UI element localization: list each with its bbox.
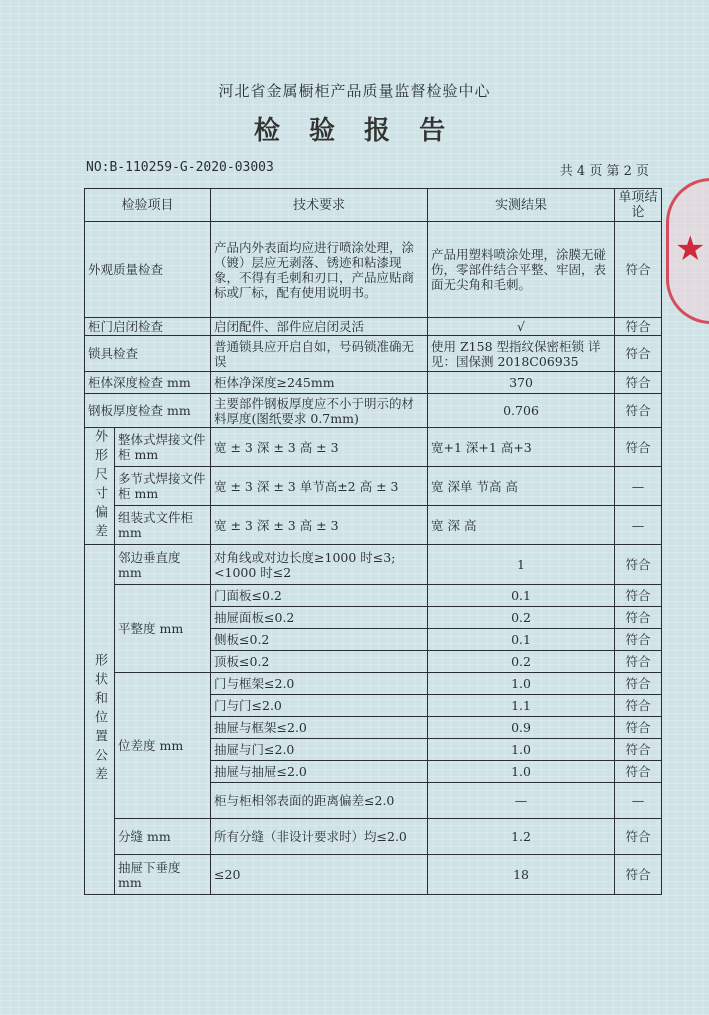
- result-cell: 370: [428, 372, 615, 394]
- col-requirement-header: 技术要求: [211, 189, 428, 222]
- inspection-table: [84, 188, 662, 895]
- item-cell: 位差度 mm: [115, 673, 211, 819]
- result-cell: 1: [428, 545, 615, 585]
- conclusion-cell: 符合: [615, 673, 662, 695]
- result-cell: 1.0: [428, 673, 615, 695]
- page-info: 共 4 页 第 2 页: [559, 164, 649, 179]
- requirement-cell: 宽 ± 3 深 ± 3 高 ± 3: [211, 428, 428, 467]
- table-row: [85, 855, 662, 895]
- requirement-cell: 所有分缝（非设计要求时）均≤2.0: [211, 819, 428, 855]
- item-cell: 分缝 mm: [115, 819, 211, 855]
- item-cell: 柜门启闭检查: [85, 318, 211, 336]
- result-cell: 宽 深单 节高 高: [428, 467, 615, 506]
- requirement-cell: 主要部件钢板厚度应不小于明示的材料厚度(图纸要求 0.7mm): [211, 394, 428, 428]
- requirement-cell: 抽屉与抽屉≤2.0: [211, 761, 428, 783]
- item-cell: 组装式文件柜 mm: [115, 506, 211, 545]
- conclusion-cell: 符合: [615, 372, 662, 394]
- requirement-cell: 抽屉面板≤0.2: [211, 607, 428, 629]
- conclusion-cell: 符合: [615, 222, 662, 318]
- report-title: 检 验 报 告: [253, 116, 456, 146]
- result-cell: 宽 深 高: [428, 506, 615, 545]
- table-row: [85, 318, 662, 336]
- conclusion-cell: 符合: [615, 695, 662, 717]
- item-cell: 柜体深度检查 mm: [85, 372, 211, 394]
- result-cell: —: [428, 783, 615, 819]
- requirement-cell: 顶板≤0.2: [211, 651, 428, 673]
- conclusion-cell: 符合: [615, 761, 662, 783]
- result-cell: 宽+1 深+1 高+3: [428, 428, 615, 467]
- conclusion-cell: —: [615, 783, 662, 819]
- conclusion-cell: 符合: [615, 739, 662, 761]
- table-row: [85, 394, 662, 428]
- item-cell: 外观质量检查: [85, 222, 211, 318]
- table-header-row: [85, 189, 662, 222]
- result-cell: 0.9: [428, 717, 615, 739]
- result-cell: √: [428, 318, 615, 336]
- table-row: [85, 467, 662, 506]
- result-cell: 0.2: [428, 607, 615, 629]
- item-cell: 整体式焊接文件柜 mm: [115, 428, 211, 467]
- requirement-cell: ≤20: [211, 855, 428, 895]
- table-row: [85, 545, 662, 585]
- requirement-cell: 门面板≤0.2: [211, 585, 428, 607]
- report-number: NO:B-110259-G-2020-03003: [86, 160, 274, 175]
- conclusion-cell: 符合: [615, 855, 662, 895]
- requirement-cell: 产品内外表面均应进行喷涂处理，涂（镀）层应无剥落、锈迹和粘漆现象，不得有毛刺和刃口，产品应贴商标或厂标，配有使用说明书。: [211, 222, 428, 318]
- conclusion-cell: 符合: [615, 629, 662, 651]
- table-row: [85, 336, 662, 372]
- col-result-header: 实测结果: [428, 189, 615, 222]
- requirement-cell: 抽屉与框架≤2.0: [211, 717, 428, 739]
- result-cell: 0.1: [428, 629, 615, 651]
- result-cell: 0.1: [428, 585, 615, 607]
- conclusion-cell: 符合: [615, 318, 662, 336]
- item-cell: 钢板厚度检查 mm: [85, 394, 211, 428]
- conclusion-cell: 符合: [615, 585, 662, 607]
- requirement-cell: 宽 ± 3 深 ± 3 高 ± 3: [211, 506, 428, 545]
- result-cell: 使用 Z158 型指纹保密柜锁 详见：国保测 2018C06935: [428, 336, 615, 372]
- requirement-cell: 普通锁具应开启自如，号码锁准确无误: [211, 336, 428, 372]
- table-row: [85, 222, 662, 318]
- conclusion-cell: —: [615, 467, 662, 506]
- table-row: [85, 673, 662, 695]
- result-cell: 18: [428, 855, 615, 895]
- requirement-cell: 抽屉与门≤2.0: [211, 739, 428, 761]
- requirement-cell: 宽 ± 3 深 ± 3 单节高±2 高 ± 3: [211, 467, 428, 506]
- conclusion-cell: 符合: [615, 428, 662, 467]
- requirement-cell: 侧板≤0.2: [211, 629, 428, 651]
- requirement-cell: 对角线或对边长度≥1000 时≤3;<1000 时≤2: [211, 545, 428, 585]
- requirement-cell: 启闭配件、部件应启闭灵活: [211, 318, 428, 336]
- col-item-header: 检验项目: [85, 189, 211, 222]
- conclusion-cell: 符合: [615, 394, 662, 428]
- result-cell: 1.0: [428, 739, 615, 761]
- requirement-cell: 柜与柜相邻表面的距离偏差≤2.0: [211, 783, 428, 819]
- table-row: [85, 585, 662, 607]
- conclusion-cell: 符合: [615, 717, 662, 739]
- result-cell: 1.0: [428, 761, 615, 783]
- table-row: [85, 506, 662, 545]
- conclusion-cell: —: [615, 506, 662, 545]
- result-cell: 1.2: [428, 819, 615, 855]
- table-row: [85, 819, 662, 855]
- result-cell: 0.2: [428, 651, 615, 673]
- conclusion-cell: 符合: [615, 651, 662, 673]
- cma-stamp: [666, 178, 709, 324]
- result-cell: 1.1: [428, 695, 615, 717]
- item-cell: 抽屉下垂度 mm: [115, 855, 211, 895]
- item-cell: 锁具检查: [85, 336, 211, 372]
- item-cell: 多节式焊接文件柜 mm: [115, 467, 211, 506]
- col-conclusion-header: 单项结论: [615, 189, 662, 222]
- group-label-shape: 形状和位置公差: [85, 545, 115, 895]
- conclusion-cell: 符合: [615, 545, 662, 585]
- requirement-cell: 门与框架≤2.0: [211, 673, 428, 695]
- conclusion-cell: 符合: [615, 819, 662, 855]
- result-cell: 产品用塑料喷涂处理，涂膜无碰伤，零部件结合平整、牢固，表面无尖角和毛刺。: [428, 222, 615, 318]
- star-icon: ★: [675, 229, 706, 269]
- conclusion-cell: 符合: [615, 336, 662, 372]
- item-cell: 邻边垂直度 mm: [115, 545, 211, 585]
- organization-name: 河北省金属橱柜产品质量监督检验中心: [218, 82, 491, 100]
- table-row: [85, 372, 662, 394]
- group-label-size: 外形尺寸偏差: [85, 428, 115, 545]
- result-cell: 0.706: [428, 394, 615, 428]
- conclusion-cell: 符合: [615, 607, 662, 629]
- requirement-cell: 门与门≤2.0: [211, 695, 428, 717]
- requirement-cell: 柜体净深度≥245mm: [211, 372, 428, 394]
- table-row: [85, 428, 662, 467]
- item-cell: 平整度 mm: [115, 585, 211, 673]
